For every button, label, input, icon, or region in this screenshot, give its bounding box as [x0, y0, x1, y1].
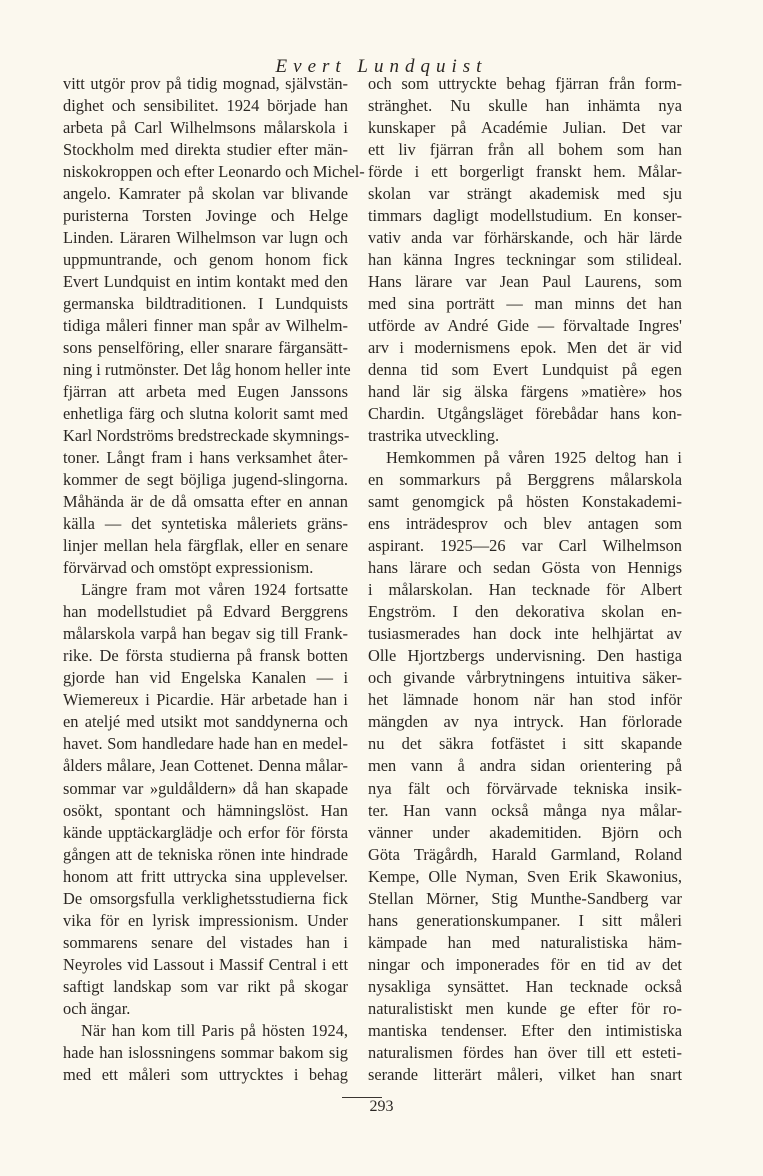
text-line: dighet och sensibilitet. 1924 började han: [63, 96, 348, 116]
text-line: toner. Långt fram i hans verksamhet åter-: [63, 448, 348, 468]
text-line: och som uttryckte behag fjärran från form-: [368, 74, 682, 93]
text-line: arv i modernismens epok. Men det är vid: [368, 338, 682, 358]
text-line: Wiemereux i Picardie. Här arbetade han i: [63, 690, 348, 710]
text-line: saftigt landskap som var rikt på skogar: [63, 976, 348, 996]
text-line: ens inträdesprov och blev antagen som: [368, 514, 682, 534]
text-line: niskokroppen och efter Leonardo och Michel-: [63, 162, 365, 182]
text-line: utförde av André Gide — förvaltade Ingres': [368, 316, 682, 336]
text-line: Hemkommen på våren 1925 deltog han i: [386, 448, 682, 468]
text-line: en ateljé med utsikt mot sanddynerna och: [63, 712, 348, 732]
text-line: kommer de segt böjliga jugend-slingorna.: [63, 470, 348, 490]
text-line: hans generationskumpaner. I sitt måleri: [368, 910, 682, 930]
text-line: havet. Som handledare hade han en medel-: [63, 734, 348, 754]
text-line: hade han islossningens sommar bakom sig: [63, 1042, 348, 1062]
text-line: stränghet. Nu skulle han inhämta nya: [368, 96, 682, 116]
text-line: ålders målare, Jean Cottenet. Denna målar-: [63, 756, 348, 776]
text-line: ning i rutmönster. Det låg honom heller inte: [63, 360, 351, 380]
text-line: och ängar.: [63, 998, 131, 1018]
text-line: kunskaper på Académie Julian. Det var: [368, 118, 682, 138]
text-line: med ett måleri som uttrycktes i behag: [63, 1064, 348, 1084]
text-line: Stockholm med direkta studier efter män-: [63, 140, 348, 160]
right-text-column: [368, 73, 682, 1086]
text-line: Chardin. Utgångsläget förebådar hans kon-: [368, 404, 682, 424]
text-line: timmars dagligt modellstudium. En konser-: [368, 206, 682, 226]
text-line: denna tid som Evert Lundquist på egen: [368, 360, 682, 380]
text-line: ningar och imponerades för en tid av det: [368, 954, 682, 974]
text-line: puristerna Torsten Jovinge och Helge: [63, 206, 348, 226]
text-line: enhetliga färg och slutna kolorit samt med: [63, 404, 348, 424]
text-line: nu det säkra fotfästet i sitt skapande: [368, 734, 682, 754]
text-line: tidiga måleri finner man spår av Wilhelm-: [63, 316, 348, 336]
text-line: han känna Ingres teckningar som stilideal.: [368, 250, 682, 270]
text-line: arbeta på Carl Wilhelmsons målarskola i: [63, 118, 348, 138]
text-line: i målarskolan. Han tecknade för Albert: [368, 580, 682, 600]
text-line: Linden. Läraren Wilhelmson var lugn och: [63, 228, 348, 248]
text-line: Neyroles vid Lassout i Massif Central i ett: [63, 954, 348, 974]
text-line: osökt, spontant och hämningslöst. Han: [63, 800, 348, 820]
text-line: Engström. I den dekorativa skolan en-: [368, 602, 682, 622]
text-line: nysakliga synsättet. Han tecknade också: [368, 976, 682, 996]
text-line: med sina porträtt — man minns det han: [368, 294, 682, 314]
text-line: gången att de tekniska rönen inte hindrade: [63, 844, 348, 864]
text-line: honom att fritt uttrycka sina upplevelser.: [63, 866, 348, 886]
text-line: mantiska tendenser. Efter den intimistiska: [368, 1020, 682, 1040]
text-line: trastrika utveckling.: [368, 426, 500, 446]
text-line: Göta Trägårdh, Harald Garmland, Roland: [368, 844, 682, 864]
text-line: serande litterärt måleri, vilket han snart: [368, 1064, 682, 1084]
text-line: vitt utgör prov på tidig mognad, självstän-: [63, 74, 348, 93]
text-line: förvärvad och omstöpt expressionism.: [63, 558, 314, 578]
text-line: nya fält och förvärvade tekniska insik-: [368, 778, 682, 798]
text-line: aspirant. 1925—26 var Carl Wilhelmson: [368, 536, 682, 556]
text-line: Olle Hjortzbergs undervisning. Den hastiga: [368, 646, 682, 666]
text-line: Hans lärare var Jean Paul Laurens, som: [368, 272, 682, 292]
text-line: germanska bildtraditionen. I Lundquists: [63, 294, 348, 314]
text-line: källa — det syntetiska måleriets gräns-: [63, 514, 348, 534]
text-line: uppmuntrande, och genom honom fick: [63, 250, 348, 270]
page-number: 293: [369, 1098, 394, 1115]
text-line: Karl Nordströms bredstreckade skymnings-: [63, 426, 350, 446]
left-text-column: [63, 73, 365, 1086]
text-line: De omsorgsfulla verklighetsstudierna fick: [63, 888, 348, 908]
text-line: kämpade han med naturalistiska häm-: [368, 932, 682, 952]
text-line: het lämnade honom när han stod inför: [368, 690, 682, 710]
text-line: målarskola varpå han begav sig till Frank-: [63, 624, 348, 644]
text-line: och givande vårbrytningens intuitiva säker-: [368, 668, 682, 688]
text-line: mängden av nya intryck. Han förlorade: [368, 712, 682, 732]
text-line: sons penselföring, eller snarare färgansätt-: [63, 338, 348, 358]
text-line: sommarens senare del vistades han i: [63, 932, 348, 952]
text-line: vika för en lyrisk impressionism. Under: [63, 910, 348, 930]
text-line: samt genomgick på hösten Konstakademi-: [368, 492, 682, 512]
text-line: förde i ett borgerligt franskt hem. Målar-: [368, 162, 682, 182]
text-line: skolan var strängt akademisk med sju: [368, 184, 682, 204]
text-line: vativ anda var förhärskande, och här lärde: [368, 228, 682, 248]
text-line: hand lär sig älska färgens »matière» hos: [368, 382, 682, 402]
text-line: Stellan Mörner, Stig Munthe-Sandberg var: [368, 888, 682, 908]
text-line: Evert Lundquist en intim kontakt med den: [63, 272, 348, 292]
text-line: angelo. Kamrater på skolan var blivande: [63, 184, 348, 204]
text-line: vänner under akademitiden. Björn och: [368, 822, 682, 842]
text-line: Längre fram mot våren 1924 fortsatte: [81, 580, 348, 600]
text-line: ter. Han vann också många nya målar-: [368, 800, 682, 820]
text-line: han modellstudiet på Edvard Berggrens: [63, 602, 348, 622]
text-line: rike. De första studierna på fransk botten: [63, 646, 348, 666]
running-header-title: Evert Lundquist: [275, 56, 488, 77]
text-line: fjärran att arbeta med Eugen Janssons: [63, 382, 348, 402]
text-line: kände upptäckarglädje och erfor för första: [63, 822, 348, 842]
text-line: När han kom till Paris på hösten 1924,: [81, 1020, 348, 1040]
text-line: naturalistiskt men kunde ge efter för ro-: [368, 998, 682, 1018]
text-line: hans lärare och sedan Gösta von Hennigs: [368, 558, 682, 578]
text-line: men vann å andra sidan orientering på: [368, 756, 682, 776]
text-line: Kempe, Olle Nyman, Sven Erik Skawonius,: [368, 866, 682, 886]
text-line: ett liv fjärran från all bohem som han: [368, 140, 682, 160]
text-line: naturalismen fördes han över till ett esteti-: [368, 1042, 682, 1062]
text-line: Måhända är de då omsatta efter en annan: [63, 492, 348, 512]
text-line: en sommarkurs på Berggrens målarskola: [368, 470, 682, 490]
text-line: tusiasmerades han dock inte helhjärtat av: [368, 624, 682, 644]
text-line: gjorde han vid Engelska Kanalen — i: [63, 668, 348, 688]
text-line: linjer mellan hela färgflak, eller en senare: [63, 536, 348, 556]
text-line: sommar var »guldåldern» då han skapade: [63, 778, 348, 798]
